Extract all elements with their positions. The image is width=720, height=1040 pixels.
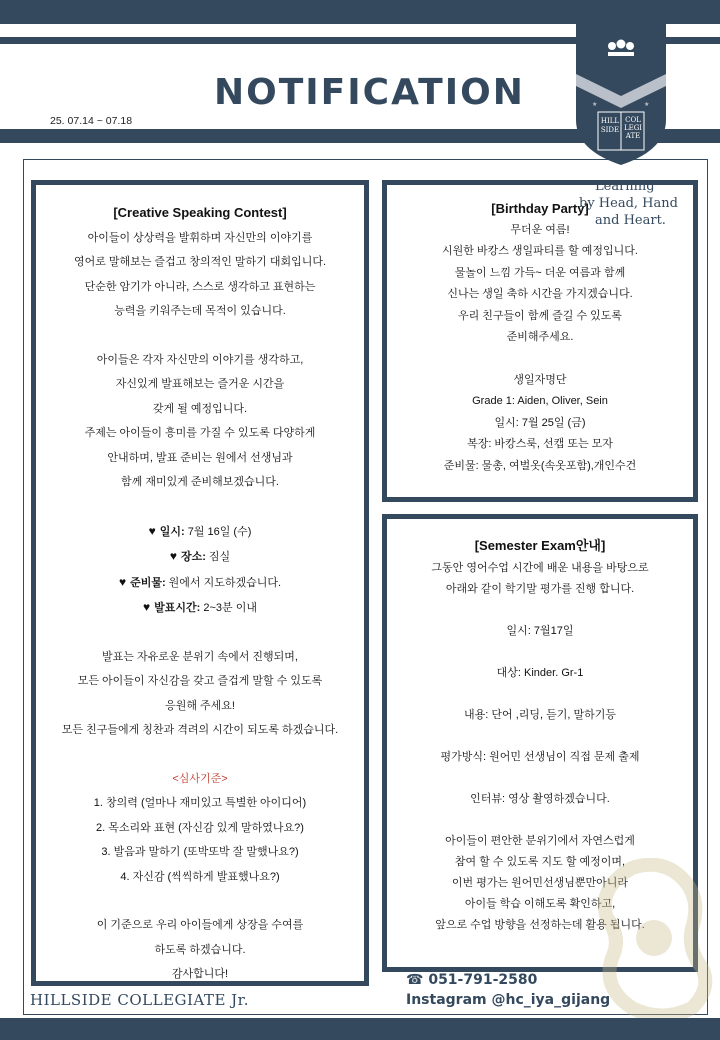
exam-title: [Semester Exam안내]	[474, 538, 606, 553]
crest-left-text-2: SIDE	[600, 126, 620, 134]
heart-icon: ♥	[169, 549, 177, 563]
crest-right-text-1: COL	[625, 116, 641, 124]
contest-closing-line: 발표는 자유로운 분위기 속에서 진행되며,	[102, 650, 298, 663]
exam-intro-line: 그동안 영어수업 시간에 배운 내용을 바탕으로	[431, 562, 649, 574]
exam-closing-line: 아이들 학습 이해도록 확인하고,	[464, 898, 616, 910]
contest-closing-line: 모든 아이들이 자신감을 갖고 즐겁게 말할 수 있도록	[77, 675, 323, 687]
crest-right-text-3: ATE	[625, 132, 641, 140]
exam-intro-line: 아래와 같이 학기말 평가를 진행 합니다.	[445, 583, 635, 595]
contest-intro-line: 단순한 암기가 아니라, 스스로 생각하고 표현하는	[84, 280, 316, 293]
contest-body-line: 자신있게 발표해보는 즐거운 시간을	[115, 378, 285, 390]
birthday-list-title: 생일자명단	[513, 373, 567, 386]
birthday-names: Grade 1: Aiden, Oliver, Sein	[472, 395, 608, 407]
exam-closing-line: 이번 평가는 원어민선생님뿐만아니라	[451, 877, 629, 889]
exam-closing-line: 참여 할 수 있도록 지도 할 예정이며,	[454, 856, 626, 868]
contest-title: [Creative Speaking Contest]	[113, 205, 287, 220]
date-range: 25. 07.14 ~ 07.18	[50, 115, 133, 127]
criteria-title: <심사기준>	[172, 772, 228, 785]
contest-intro-line: 영어로 말해보는 즐겁고 창의적인 말하기 대회입니다.	[73, 256, 327, 268]
contest-closing-line: 응원해 주세요!	[165, 699, 235, 712]
contest-body-line: 함께 재미있게 준비해보겠습니다.	[121, 476, 279, 488]
heart-icon: ♥	[143, 600, 151, 614]
birthday-supplies: 준비물: 물총, 여벌옷(속옷포함),개인수건	[443, 459, 637, 472]
footer-phone[interactable]: ☎ 051-791-2580	[406, 972, 538, 988]
svg-text:★: ★	[592, 101, 598, 108]
heart-icon: ♥	[148, 523, 156, 538]
contest-outro-line: 하도록 하겠습니다.	[154, 943, 246, 956]
contest-detail-place: ♥ 장소: 짐실	[169, 549, 231, 563]
exam-item-target: 대상: Kinder. Gr-1	[496, 667, 584, 679]
phone-icon: ☎	[406, 972, 424, 988]
svg-text:★: ★	[644, 101, 650, 108]
exam-item-method: 평가방식: 원어민 선생님이 직접 문제 출제	[440, 751, 640, 763]
crest-right-text-2: LEGI	[623, 124, 643, 132]
school-crest-logo	[574, 0, 668, 165]
contest-intro-line: 아이들이 상상력을 발휘하며 자신만의 이야기를	[87, 231, 313, 244]
contest-body-line: 안내하며, 발표 준비는 원에서 선생님과	[107, 451, 293, 464]
footer-instagram[interactable]: Instagram @hc_iya_gijang	[406, 992, 611, 1008]
exam-item-content: 내용: 단어 ,리딩, 듣기, 말하기등	[464, 709, 616, 721]
contest-detail-date: ♥ 일시: 7월 16일 (수)	[148, 523, 252, 538]
birthday-line: 준비해주세요.	[506, 331, 574, 343]
contest-outro-line: 감사합니다!	[171, 968, 229, 980]
birthday-line: 시원한 바캉스 생일파티를 할 예정입니다.	[442, 245, 638, 257]
contest-outro-line: 이 기준으로 우리 아이들에게 상장을 수여를	[96, 919, 304, 931]
criteria-item: 3. 발음과 말하기 (또박또박 잘 말했나요?)	[101, 846, 299, 858]
contest-intro-line: 능력을 키워주는데 목적이 있습니다.	[114, 305, 286, 317]
contest-card	[31, 180, 369, 986]
footer-school-name: HILLSIDE COLLEGIATE Jr.	[30, 991, 249, 1009]
criteria-item: 4. 자신감 (씩씩하게 발표했나요?)	[120, 870, 280, 883]
contest-body-line: 주제는 아이들이 흥미를 가질 수 있도록 다양하게	[84, 427, 316, 439]
birthday-line: 물놀이 느낌 가득~ 더운 여름과 함께	[454, 266, 626, 279]
exam-item-date: 일시: 7월17일	[506, 625, 574, 637]
contest-body-line: 아이들은 각자 자신만의 이야기를 생각하고,	[96, 353, 304, 366]
birthday-date: 일시: 7월 25일 (금)	[494, 416, 586, 429]
contest-closing-line: 모든 친구들에게 칭찬과 격려의 시간이 되도록 하겠습니다.	[61, 724, 339, 736]
footer-band	[0, 1018, 720, 1040]
page-title: NOTIFICATION	[214, 72, 525, 113]
exam-closing-line: 앞으로 수업 방향을 선정하는데 활용 됩니다.	[435, 919, 645, 931]
contest-body-line: 갖게 될 예정입니다.	[152, 402, 248, 415]
birthday-dress: 복장: 바캉스룩, 선캡 또는 모자	[467, 438, 613, 450]
contest-detail-supplies: ♥ 준비물: 원에서 지도하겠습니다.	[118, 574, 282, 589]
contest-detail-time: ♥ 발표시간: 2~3분 이내	[143, 600, 257, 614]
crest-watermark-icon	[592, 858, 720, 1018]
crest-left-text-1: HILL	[600, 117, 620, 125]
exam-closing-line: 아이들이 편안한 분위기에서 자연스럽게	[445, 835, 635, 847]
birthday-line: 신나는 생일 축하 시간을 가지겠습니다.	[447, 288, 633, 300]
birthday-line: 우리 친구들이 함께 즐길 수 있도록	[457, 309, 623, 322]
criteria-item: 2. 목소리와 표현 (자신감 있게 말하였나요?)	[96, 821, 304, 834]
heart-icon: ♥	[118, 574, 127, 589]
birthday-title: [Birthday Party]	[491, 201, 589, 216]
school-motto: Learning by Head, Hand and Heart.	[579, 179, 678, 228]
birthday-line: 무더운 여름!	[510, 223, 570, 236]
exam-item-interview: 인터뷰: 영상 촬영하겠습니다.	[470, 793, 610, 805]
criteria-item: 1. 창의력 (얼마나 재미있고 특별한 아이디어)	[93, 797, 307, 809]
